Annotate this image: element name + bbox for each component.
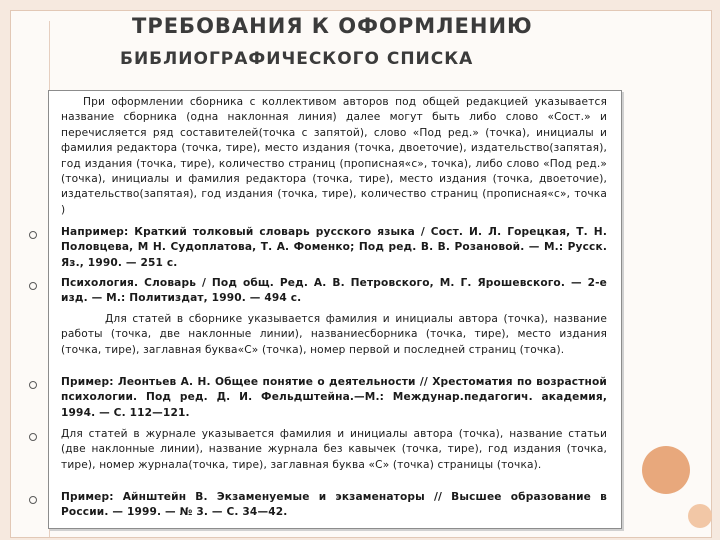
bullet-icon xyxy=(29,433,37,441)
decorative-circle-small xyxy=(688,504,712,528)
decorative-circle-large xyxy=(642,446,690,494)
intro-paragraph: При оформлении сборника с коллективом авторов под общей редакцией указывается название сборника (одна наклонная линия) далее могут быть либо слово «Сост.» и перечисляется ряд составителей(точка с запятой), слово «Под ред.» (точка), инициалы и фамилия редактора (точка, тире), место издания (точка, двоеточие), издательство(запятая), год издания (точка, тире), количество страниц (прописная«с», точка), либо слово «Под ред.» (точка), инициалы и фамилия редактора (точка, тире), место издания (точка, двоеточие), издательство(запятая), год издания (точка, тире), количество страниц (прописная«с», точка ) xyxy=(61,96,607,216)
slide-title-line-2: БИБЛИОГРАФИЧЕСКОГО СПИСКА xyxy=(120,49,474,69)
bullet-icon xyxy=(29,282,37,290)
content-panel xyxy=(48,90,622,529)
example-paragraph-3: Пример: Леонтьев А. Н. Общее понятие о деятельности // Хрестоматия по возрастной психологии. Под ред. Д. И. Фельдштейна.—М.: Междунар.педагогич. академия, 1994. — С. 112—121. xyxy=(61,376,607,419)
slide-title-line-1: ТРЕБОВАНИЯ К ОФОРМЛЕНИЮ xyxy=(132,14,533,38)
bullet-icon xyxy=(29,381,37,389)
bullet-icon xyxy=(29,231,37,239)
bullet-icon xyxy=(29,496,37,504)
example-paragraph-2: Психология. Словарь / Под общ. Ред. А. В. Петровского, М. Г. Ярошевского. — 2-е изд. — М.: Политиздат, 1990. — 494 с. xyxy=(61,277,607,305)
journal-rule-paragraph: Для статей в журнале указывается фамилия и инициалы автора (точка), название статьи (две наклонные линии), название журнала без кавычек (точка, тире), год издания (точка, тире), номер журнала(точка, тире), заглавная буква «С» (точка) страницы (точка). xyxy=(61,428,607,471)
example-paragraph-4: Пример: Айнштейн В. Экзаменуемые и экзаменаторы // Высшее образование в России. — 1999. — № 3. — С. 34—42. xyxy=(61,491,607,519)
example-paragraph-1: Например: Краткий толковый словарь русского языка / Сост. И. Л. Горецкая, Т. Н. Половцева, М Н. Судоплатова, Т. А. Фоменко; Под ред. В. В. Розановой. — М.: Русск. Яз., 1990. — 251 с. xyxy=(61,226,607,269)
articles-rule-paragraph: Для статей в сборнике указывается фамилия и инициалы автора (точка), название работы (точка, две наклонные линии), названиесборника (точка, тире), место издания (точка, тире), заглавная буква«С» (точка), номер первой и последней страниц (точка). xyxy=(61,313,607,356)
